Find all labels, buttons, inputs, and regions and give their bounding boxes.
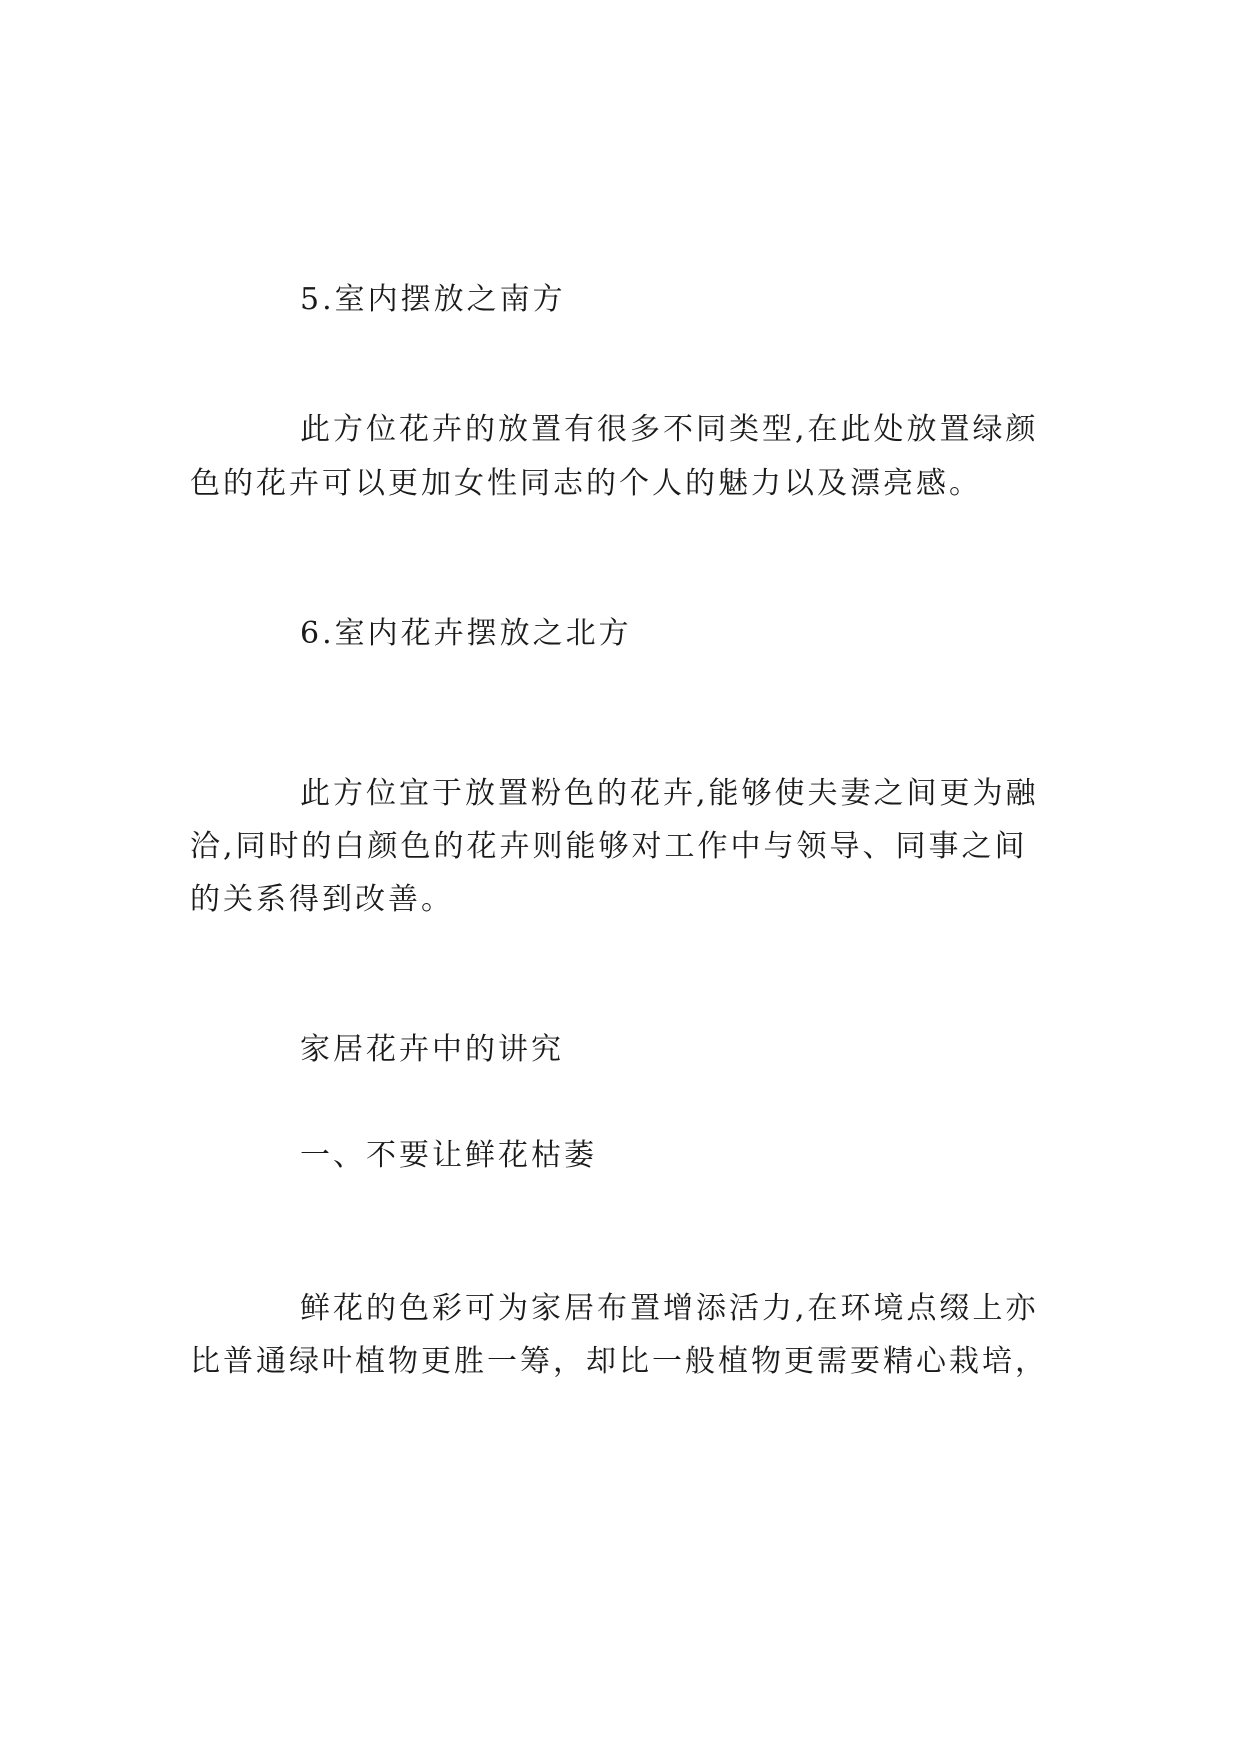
section-title: 家居花卉中的讲究 [300, 1032, 564, 1067]
paragraph-fresh-flowers-line-1: 鲜花的色彩可为家居布置增添活力,在环境点缀上亦 [300, 1291, 1039, 1326]
paragraph-north-line-1: 此方位宜于放置粉色的花卉,能够使夫妻之间更为融 [300, 776, 1039, 811]
paragraph-south-line-1: 此方位花卉的放置有很多不同类型,在此处放置绿颜 [300, 412, 1039, 447]
paragraph-north-line-3: 的关系得到改善。 [190, 882, 454, 917]
paragraph-fresh-flowers-line-2: 比普通绿叶植物更胜一筹，却比一般植物更需要精心栽培， [190, 1344, 1048, 1379]
paragraph-north-line-2: 洽,同时的白颜色的花卉则能够对工作中与领导、同事之间 [190, 829, 1028, 864]
subheading-fresh-flowers: 一、不要让鲜花枯萎 [300, 1138, 597, 1173]
heading-south: 5.室内摆放之南方 [300, 282, 566, 317]
paragraph-south-line-2: 色的花卉可以更加女性同志的个人的魅力以及漂亮感。 [190, 466, 982, 501]
heading-north: 6.室内花卉摆放之北方 [300, 616, 632, 651]
